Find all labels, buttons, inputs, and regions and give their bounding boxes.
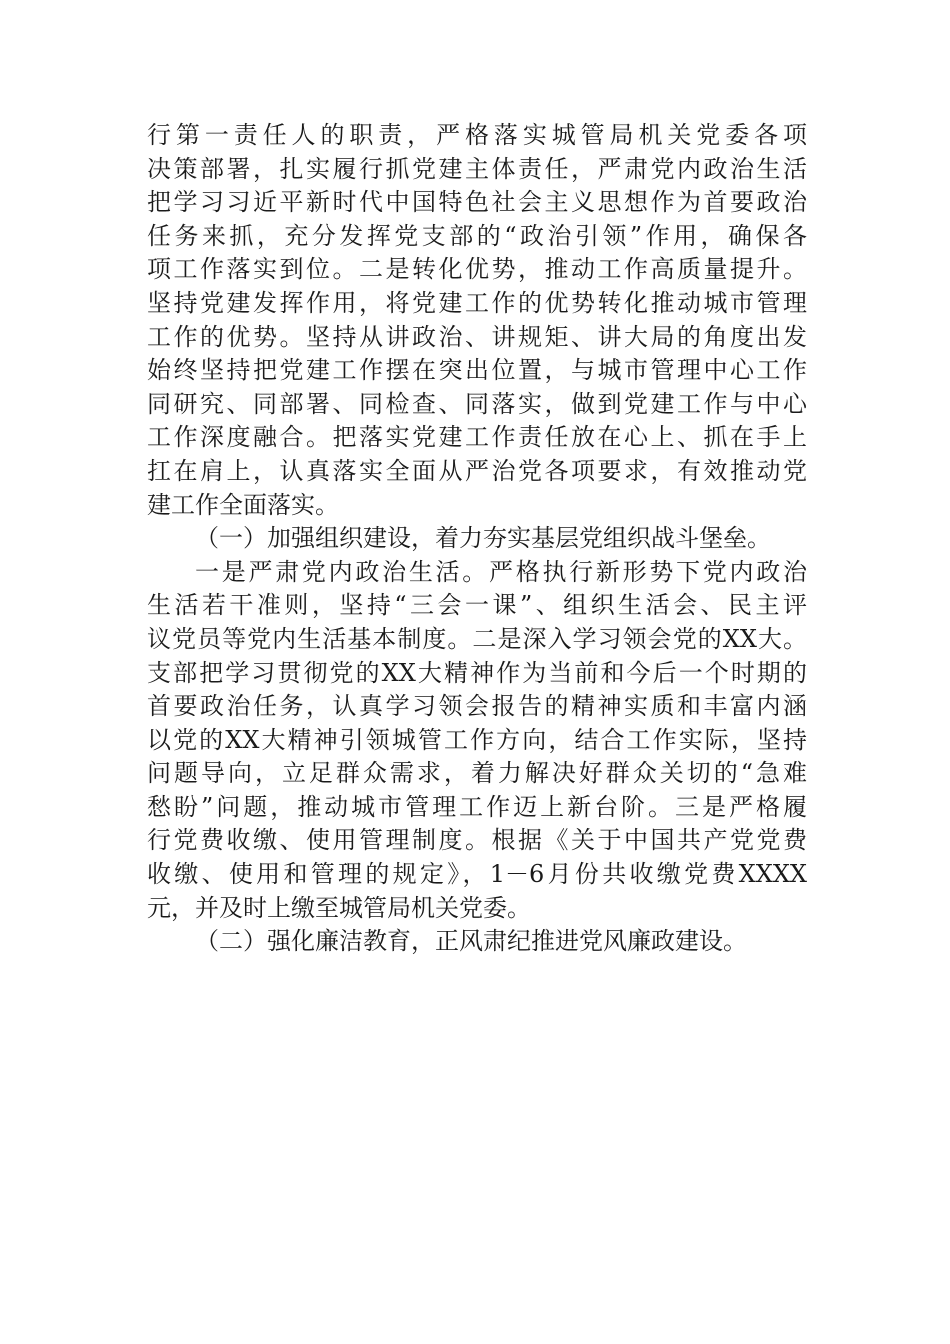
paragraph-line: 行第一责任人的职责，严格落实城管局机关党委各项 bbox=[147, 121, 807, 149]
section-heading-2: （二）强化廉洁教育，正风肃纪推进党风廉政建设。 bbox=[195, 927, 747, 956]
paragraph-1 bbox=[147, 119, 807, 522]
paragraph-line: 把学习习近平新时代中国特色社会主义思想作为首要政治 bbox=[147, 188, 807, 217]
section-heading-1: （一）加强组织建设，着力夯实基层党组织战斗堡垒。 bbox=[195, 524, 771, 553]
paragraph-2 bbox=[147, 556, 807, 926]
paragraph-line: 愁盼”问题，推动城市管理工作迈上新台阶。三是严格履 bbox=[147, 792, 807, 821]
paragraph-line: 坚持党建发挥作用，将党建工作的优势转化推动城市管理 bbox=[147, 288, 807, 317]
paragraph-line: 首要政治任务，认真学习领会报告的精神实质和丰富内涵 bbox=[147, 692, 807, 721]
paragraph-line: 工作的优势。坚持从讲政治、讲规矩、讲大局的角度出发 bbox=[147, 322, 807, 351]
paragraph-line: 议党员等党内生活基本制度。二是深入学习领会党的XX大。 bbox=[147, 624, 807, 653]
paragraph-line: 收缴、使用和管理的规定》，1－6月份共收缴党费XXXX bbox=[147, 860, 807, 889]
paragraph-line: 决策部署，扎实履行抓党建主体责任，严肃党内政治生活 bbox=[147, 154, 807, 183]
paragraph-line: 生活若干准则，坚持“三会一课”、组织生活会、民主评 bbox=[147, 591, 807, 620]
paragraph-line: 任务来抓，充分发挥党支部的“政治引领”作用，确保各 bbox=[147, 221, 807, 250]
paragraph-line: 行党费收缴、使用管理制度。根据《关于中国共产党党费 bbox=[147, 826, 807, 855]
paragraph-line: 同研究、同部署、同检查、同落实，做到党建工作与中心 bbox=[147, 389, 807, 418]
paragraph-line: 扛在肩上，认真落实全面从严治党各项要求，有效推动党 bbox=[147, 456, 807, 485]
paragraph-line: 以党的XX大精神引领城管工作方向，结合工作实际，坚持 bbox=[147, 725, 807, 754]
paragraph-line: 一是严肃党内政治生活。严格执行新形势下党内政治 bbox=[195, 557, 807, 586]
document-body bbox=[147, 119, 807, 959]
paragraph-line: 项工作落实到位。二是转化优势，推动工作高质量提升。 bbox=[147, 255, 807, 284]
paragraph-line: 建工作全面落实。 bbox=[147, 490, 339, 519]
paragraph-line: 工作深度融合。把落实党建工作责任放在心上、抓在手上 bbox=[147, 423, 807, 452]
paragraph-line: 问题导向，立足群众需求，着力解决好群众关切的“急难 bbox=[147, 759, 807, 788]
paragraph-line: 始终坚持把党建工作摆在突出位置，与城市管理中心工作 bbox=[147, 356, 807, 385]
paragraph-line: 支部把学习贯彻党的XX大精神作为当前和今后一个时期的 bbox=[147, 658, 807, 687]
paragraph-line: 元，并及时上缴至城管局机关党委。 bbox=[147, 893, 531, 922]
